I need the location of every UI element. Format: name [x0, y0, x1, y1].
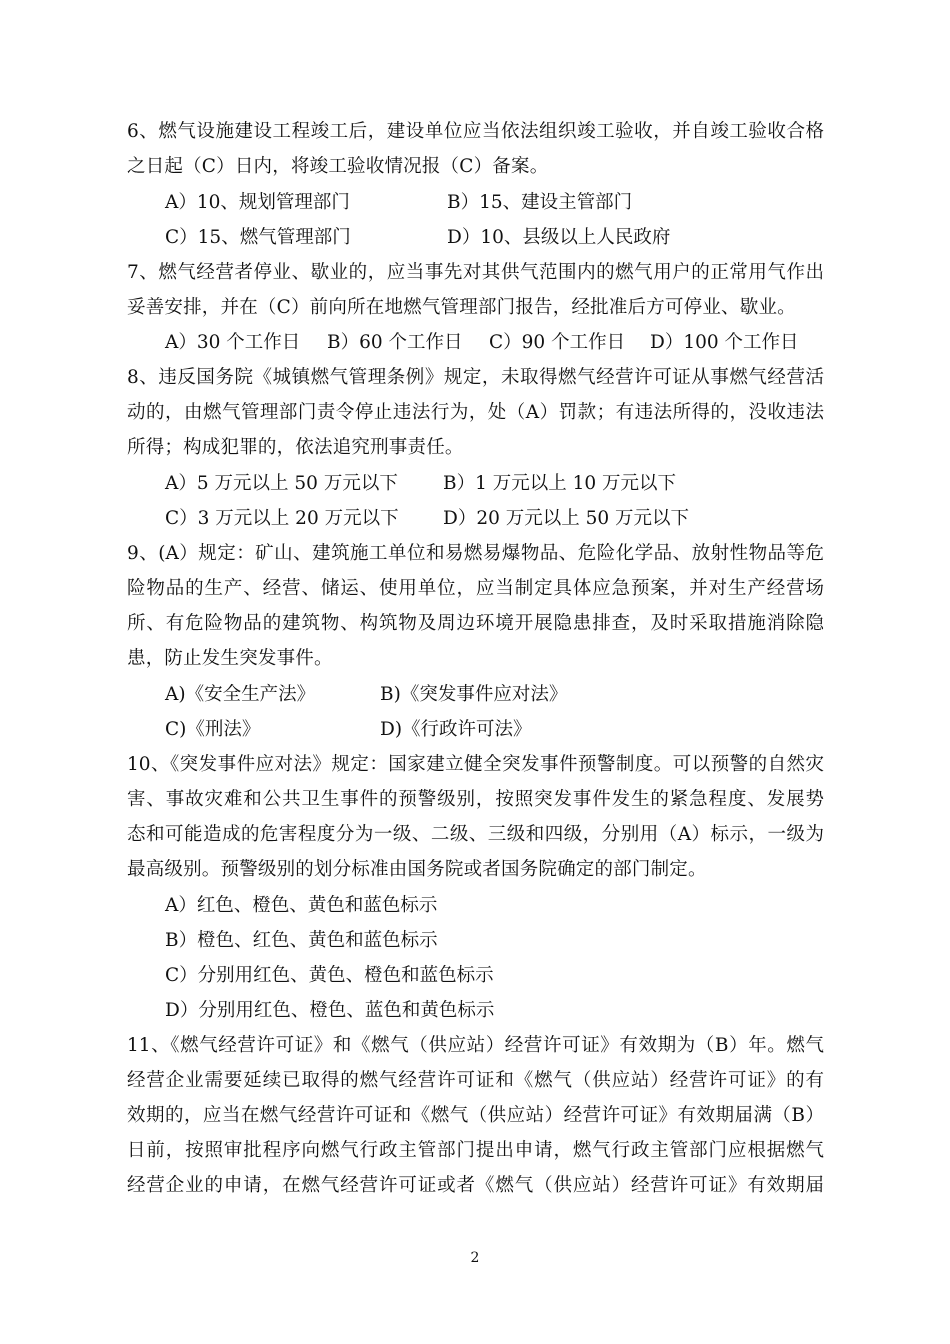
- q9-option-b: B)《突发事件应对法》: [380, 684, 568, 705]
- q10-option-a: A）红色、橙色、黄色和蓝色标示: [165, 895, 438, 916]
- q10-option-c: C）分别用红色、黄色、橙色和蓝色标示: [165, 965, 494, 986]
- q8-option-c: C）3 万元以上 20 万元以下: [165, 508, 399, 529]
- page-number: 2: [470, 1250, 480, 1266]
- q6-option-a: A）10、规划管理部门: [165, 192, 350, 213]
- q6-option-b: B）15、建设主管部门: [447, 192, 633, 213]
- q10-text-line-3: 态和可能造成的危害程度分为一级、二级、三级和四级，分别用（A）标示，一级为: [127, 824, 824, 845]
- q10-option-b: B）橙色、红色、黄色和蓝色标示: [165, 930, 438, 951]
- q7-option-a: A）30 个工作日: [165, 332, 301, 353]
- q8-text-line-3: 所得；构成犯罪的，依法追究刑事责任。: [127, 437, 464, 458]
- q10-text-line-1: 10、《突发事件应对法》规定：国家建立健全突发事件预警制度。可以预警的自然灾: [127, 754, 824, 775]
- q6-text-line-1: 6、燃气设施建设工程竣工后，建设单位应当依法组织竣工验收，并自竣工验收合格: [127, 121, 824, 142]
- q8-option-b: B）1 万元以上 10 万元以下: [443, 473, 677, 494]
- q6-option-d: D）10、县级以上人民政府: [447, 227, 671, 248]
- q10-text-line-4: 最高级别。预警级别的划分标准由国务院或者国务院确定的部门制定。: [127, 859, 707, 880]
- q11-text-line-4: 日前，按照审批程序向燃气行政主管部门提出申请，燃气行政主管部门应根据燃气: [127, 1140, 824, 1161]
- q7-text-line-2: 妥善安排，并在（C）前向所在地燃气管理部门报告，经批准后方可停业、歇业。: [127, 297, 796, 318]
- q11-text-line-2: 经营企业需要延续已取得的燃气经营许可证和《燃气（供应站）经营许可证》的有: [127, 1070, 824, 1091]
- q7-option-d: D）100 个工作日: [650, 332, 799, 353]
- q9-option-c: C)《刑法》: [165, 719, 261, 740]
- q9-text-line-4: 患，防止发生突发事件。: [127, 648, 333, 669]
- q8-option-d: D）20 万元以上 50 万元以下: [443, 508, 690, 529]
- q11-text-line-1: 11、《燃气经营许可证》和《燃气（供应站）经营许可证》有效期为（B）年。燃气: [127, 1035, 824, 1056]
- q7-text-line-1: 7、燃气经营者停业、歇业的，应当事先对其供气范围内的燃气用户的正常用气作出: [127, 262, 824, 283]
- q9-text-line-2: 险物品的生产、经营、储运、使用单位，应当制定具体应急预案，并对生产经营场: [127, 578, 824, 599]
- q7-option-c: C）90 个工作日: [489, 332, 626, 353]
- q8-option-a: A）5 万元以上 50 万元以下: [165, 473, 398, 494]
- q10-option-d: D）分别用红色、橙色、蓝色和黄色标示: [165, 1000, 495, 1021]
- q9-text-line-3: 所、有危险物品的建筑物、构筑物及周边环境开展隐患排查，及时采取措施消除隐: [127, 613, 824, 634]
- q9-option-d: D)《行政许可法》: [380, 719, 532, 740]
- q9-option-a: A)《安全生产法》: [165, 684, 316, 705]
- q8-text-line-2: 动的，由燃气管理部门责令停止违法行为，处（A）罚款；有违法所得的，没收违法: [127, 402, 824, 423]
- q6-text-line-2: 之日起（C）日内，将竣工验收情况报（C）备案。: [127, 156, 549, 177]
- q6-option-c: C）15、燃气管理部门: [165, 227, 351, 248]
- q11-text-line-5: 经营企业的申请，在燃气经营许可证或者《燃气（供应站）经营许可证》有效期届: [127, 1175, 824, 1196]
- q11-text-line-3: 效期的，应当在燃气经营许可证和《燃气（供应站）经营许可证》有效期届满（B）: [127, 1105, 824, 1126]
- q10-text-line-2: 害、事故灾难和公共卫生事件的预警级别，按照突发事件发生的紧急程度、发展势: [127, 789, 824, 810]
- q9-text-line-1: 9、(A）规定：矿山、建筑施工单位和易燃易爆物品、危险化学品、放射性物品等危: [127, 543, 824, 564]
- q7-option-b: B）60 个工作日: [327, 332, 463, 353]
- q8-text-line-1: 8、违反国务院《城镇燃气管理条例》规定，未取得燃气经营许可证从事燃气经营活: [127, 367, 824, 388]
